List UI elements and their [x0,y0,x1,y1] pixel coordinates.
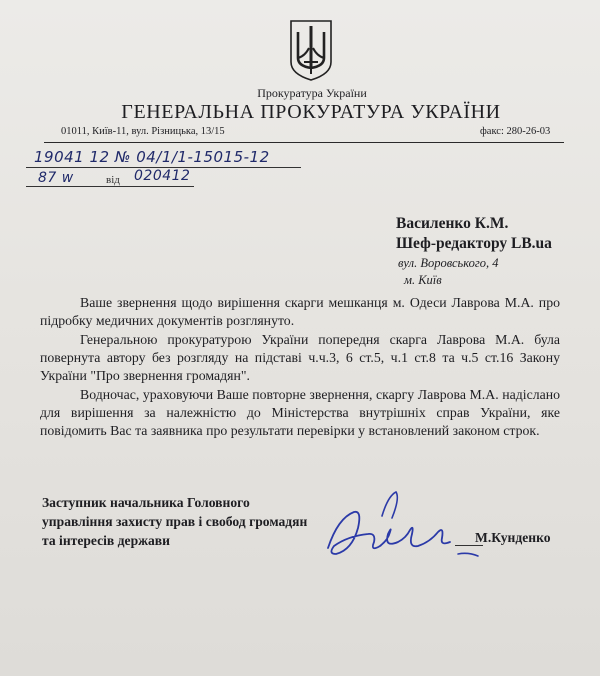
body-paragraph-1: Ваше звернення щодо вирішення скарги мешканця м. Одеси Лаврова М.А. про підробку медичних документів розглянуто. [40,295,560,329]
registration-date-handwritten: 020412 [134,168,191,184]
recipient-city: м. Київ [404,273,442,287]
trident-emblem-icon [287,18,335,82]
recipient-street: вул. Воровського, 4 [398,256,499,270]
signatory-title [42,493,307,550]
signatory-title-line-1: Заступник начальника Головного [42,495,250,510]
org-address: 01011, Київ-11, вул. Різницька, 13/15 [61,126,225,137]
date-label: від [106,174,120,186]
recipient-position: Шеф-редактору LB.ua [396,235,552,252]
registration-number-handwritten: 19041 12 № 04/1/1-15015-12 [34,148,270,166]
signer-name: М.Кунденко [475,530,551,545]
org-name-small: Прокуратура України [257,86,367,100]
signatory-title-line-2: управління захисту прав і свобод громадян [42,514,308,529]
signatory-title-line-3: та інтересів держави [42,533,170,548]
body-paragraph-3: Водночас, ураховуючи Ваше повторне звернення, скаргу Лаврова М.А. надіслано для вирішення за належністю до Міністерства внутрішніх справ України, яке повідомить Вас та заявника про результати перевірки у встановлений законом строк. [40,387,560,439]
org-fax: факс: 280-26-03 [480,126,551,137]
recipient-name: Василенко К.М. [396,215,509,232]
handwritten-signature [318,488,483,568]
header-divider [44,142,564,143]
org-name-title: ГЕНЕРАЛЬНА ПРОКУРАТУРА УКРАЇНИ [121,101,501,123]
body-paragraph-2: Генеральною прокуратурою України попередня скарга Лаврова М.А. була повернута автору без розгляду на підставі ч.ч.3, 6 ст.5, ч.1 ст.8 та ч.5 ст.16 Закону України "Про звернення громадян". [40,332,560,384]
registration-second-number-handwritten: 87 w [38,170,74,186]
registration-date-line [26,186,194,187]
